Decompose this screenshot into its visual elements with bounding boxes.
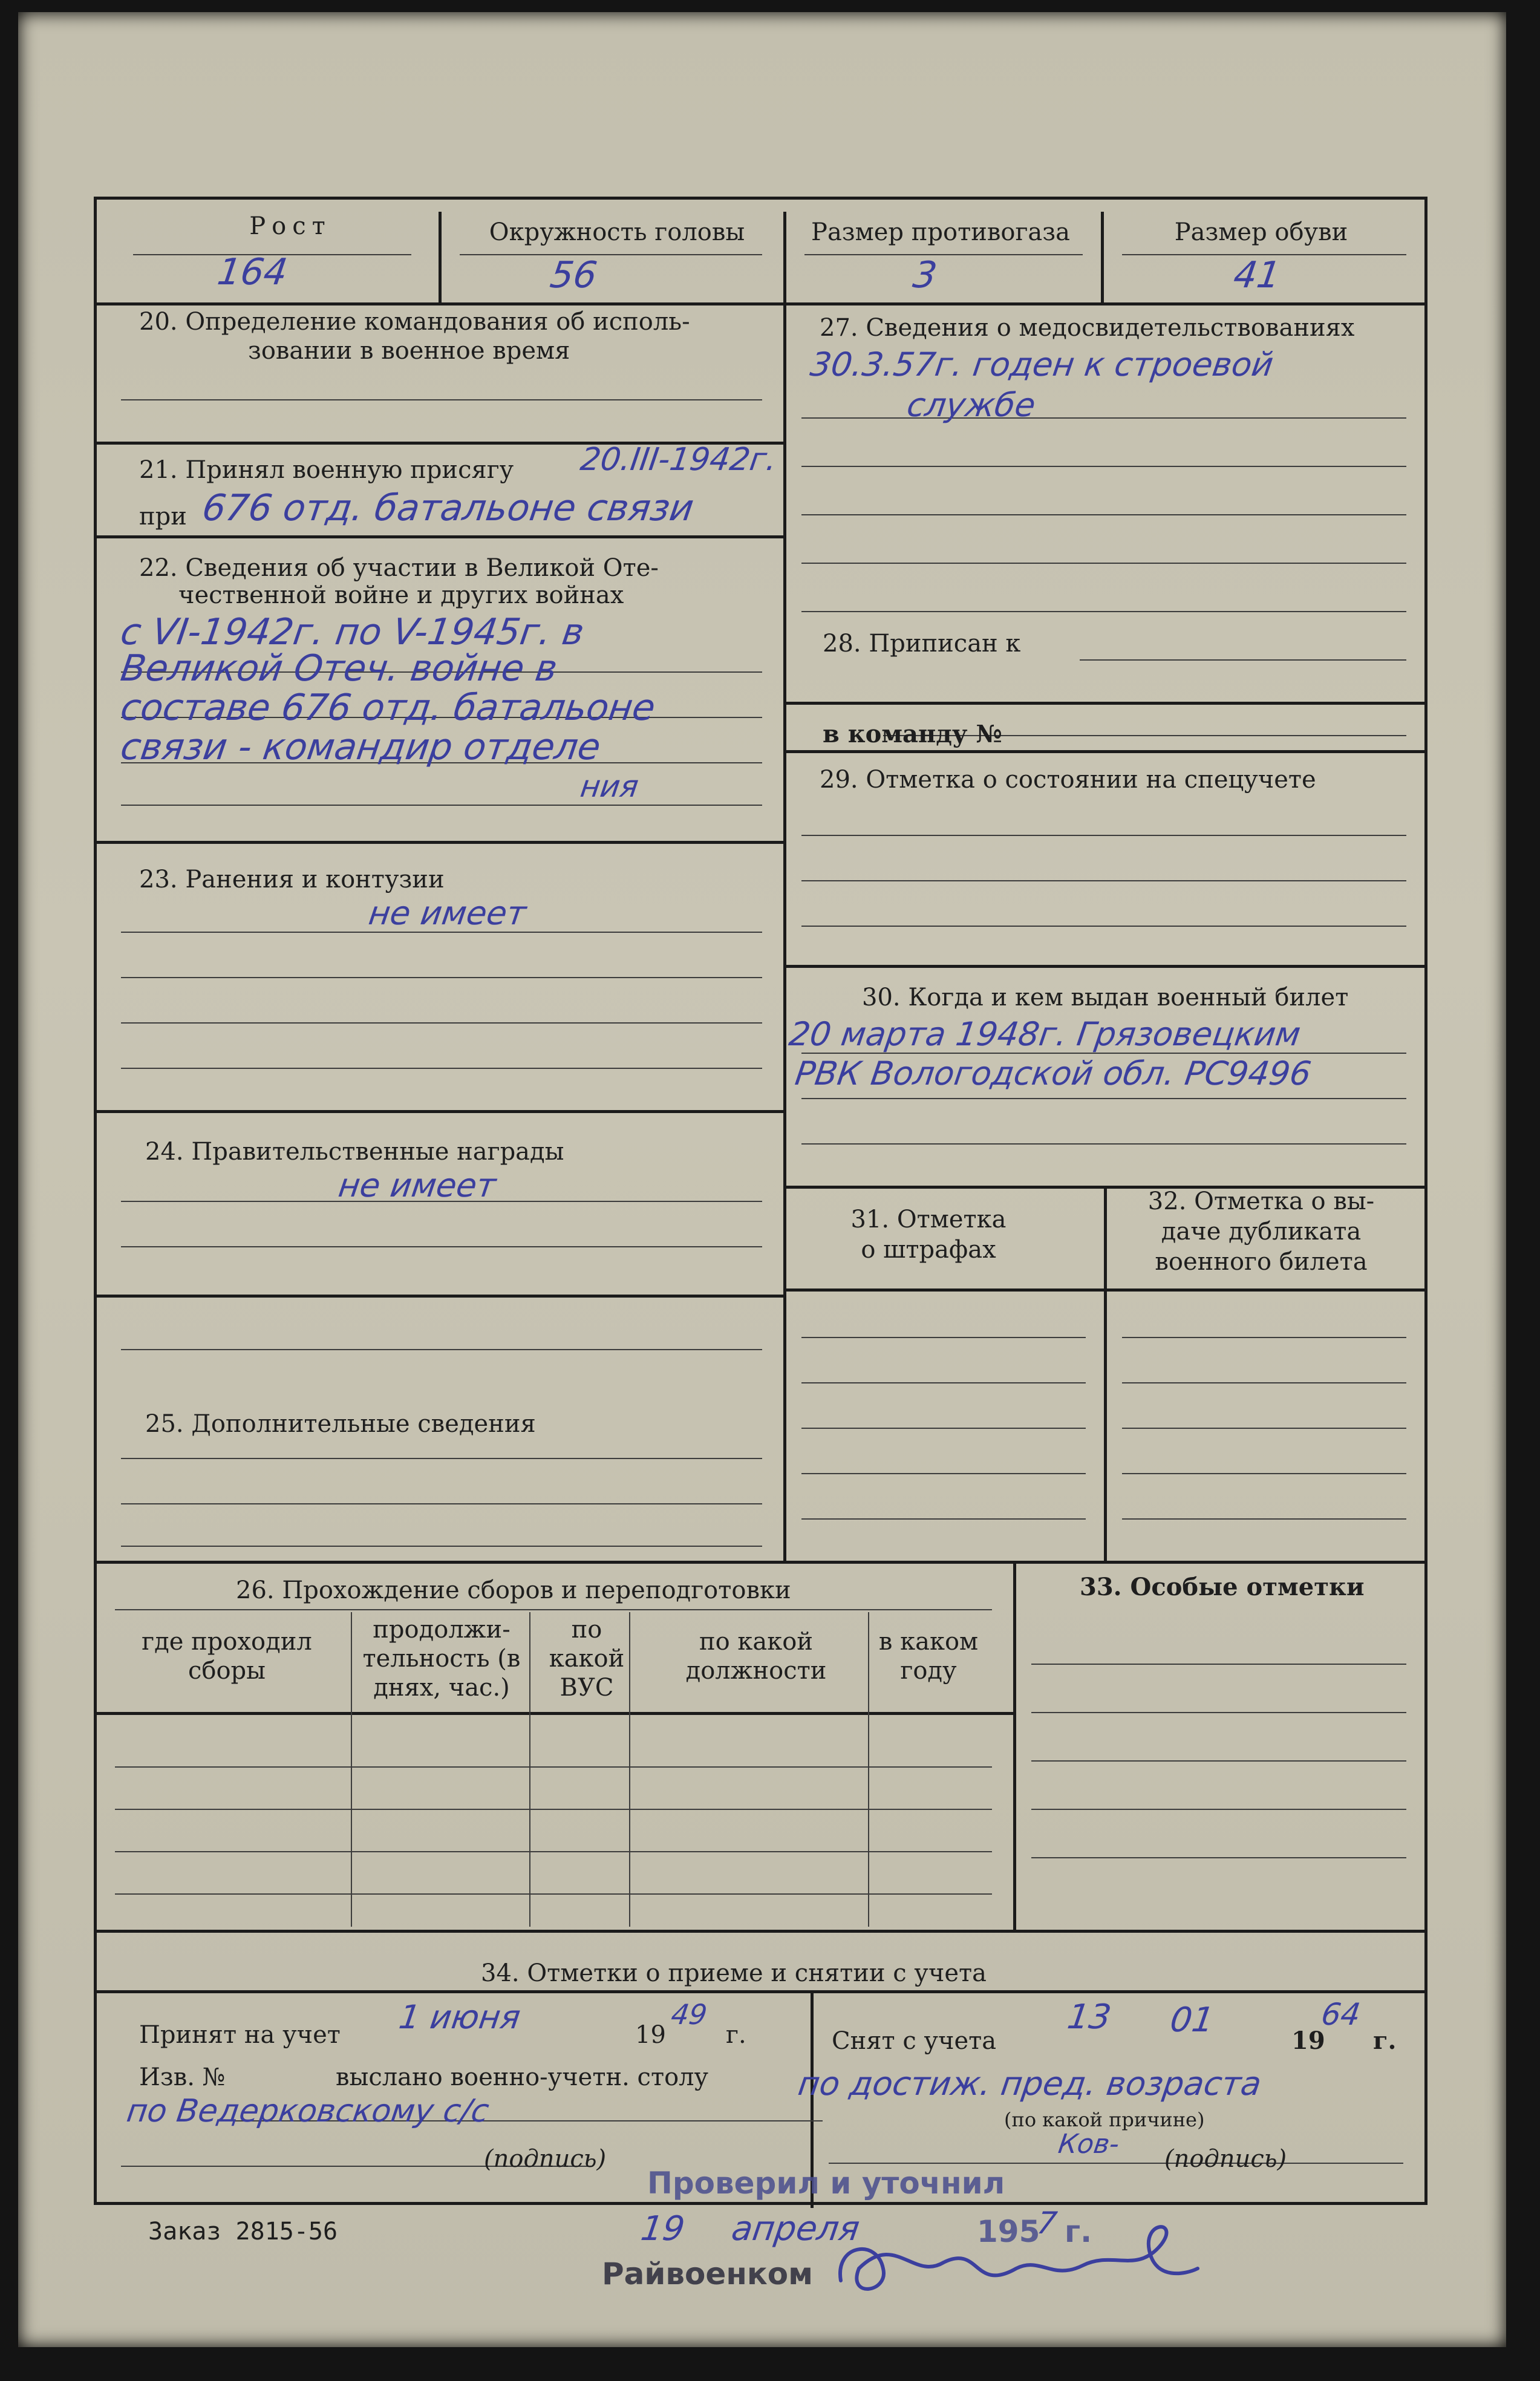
stamp-g: г.	[1065, 2214, 1092, 2249]
accepted-year: 49	[669, 1998, 710, 2031]
sign-label-right: (подпись)	[1164, 2145, 1287, 2173]
sent-to: по Ведерковскому с/с	[124, 2093, 492, 2129]
s28-label: 28. Приписан к	[823, 630, 1021, 658]
sign-label-left: (подпись)	[484, 2145, 607, 2173]
head-value: 56	[547, 254, 600, 296]
oath-date: 20.III-1942г.	[578, 442, 779, 478]
stamp-month: апреля	[729, 2209, 863, 2249]
removed-day: 13	[1065, 1997, 1114, 2037]
war-hw-4: связи - командир отделе	[118, 726, 604, 768]
order-number: Заказ 2815-56	[148, 2218, 338, 2245]
s32-label-line2: даче дубликата	[1161, 1218, 1362, 1246]
head-label: Окружность головы	[489, 218, 745, 246]
accepted-day: 1 июня	[396, 1998, 523, 2036]
s24-label: 24. Правительственные награды	[145, 1138, 564, 1166]
removed-year: 64	[1319, 1997, 1363, 2032]
shoe-label: Размер обуви	[1174, 218, 1348, 246]
oath-unit: 676 отд. батальоне связи	[200, 487, 697, 529]
s26-col-vus: по какой ВУС	[549, 1616, 625, 1702]
s31-label-line2: о штрафах	[861, 1236, 996, 1264]
s22-label-line2: чественной войне и других войнах	[178, 581, 624, 609]
s28-team-label: в команду №	[823, 720, 1002, 748]
war-hw-3: составе 676 отд. батальоне	[118, 687, 658, 729]
s32-label-line3: военного билета	[1155, 1248, 1368, 1276]
s30-label: 30. Когда и кем выдан военный билет	[862, 984, 1349, 1011]
s29-label: 29. Отметка о состоянии на спецучете	[820, 766, 1316, 794]
removed-year-prefix: 19	[1291, 2027, 1325, 2055]
removed-g: г.	[1373, 2027, 1397, 2055]
s20-label-line2: зовании в военное время	[248, 337, 570, 365]
stamp-line1: Проверил и уточнил	[647, 2166, 1005, 2201]
sent-label: выслано военно-учетн. столу	[336, 2063, 709, 2091]
s26-col-year: в каком году	[878, 1628, 979, 1685]
s26-col-place: где проходил сборы	[142, 1628, 312, 1685]
s33-label: 33. Особые отметки	[1080, 1573, 1365, 1601]
s26-col-position: по какой должности	[685, 1628, 827, 1685]
removal-reason: по достиж. пред. возраста	[795, 2065, 1264, 2103]
s23-label: 23. Ранения и контузии	[139, 866, 445, 893]
removed-month: 01	[1167, 2000, 1216, 2040]
s20-label-line1: 20. Определение командования об исполь-	[139, 308, 690, 336]
stamp-year: 7	[1034, 2206, 1059, 2241]
s25-label: 25. Дополнительные сведения	[145, 1410, 536, 1438]
war-hw-5: ния	[578, 769, 641, 804]
reason-label: (по какой причине)	[1004, 2108, 1205, 2131]
stamp-day: 19	[638, 2209, 687, 2249]
gasmask-value: 3	[910, 254, 940, 296]
height-value: 164	[215, 251, 290, 293]
ticket-hw-2: РВК Вологодской обл. РС9496	[792, 1054, 1314, 1093]
s31-label-line1: 31. Отметка	[850, 1206, 1007, 1233]
s26-col-duration: продолжи- тельность (в днях, час.)	[362, 1616, 521, 1702]
s21-pri: при	[139, 503, 187, 531]
awards-value: не имеет	[336, 1166, 498, 1204]
s32-label-line1: 32. Отметка о вы-	[1147, 1187, 1375, 1215]
removed-label: Снят с учета	[832, 2027, 997, 2055]
s26-title: 26. Прохождение сборов и переподготовки	[236, 1576, 791, 1604]
stamp-line3: Райвоенком	[602, 2256, 814, 2291]
s21-label: 21. Принял военную присягу	[139, 456, 514, 484]
s27-label: 27. Сведения о медосвидетельствованиях	[820, 314, 1355, 342]
accepted-g: г.	[726, 2021, 746, 2049]
s22-label-line1: 22. Сведения об участии в Великой Оте-	[139, 554, 659, 582]
ticket-hw-1: 20 марта 1948г. Грязовецким	[786, 1015, 1303, 1053]
gasmask-label: Размер противогаза	[811, 218, 1070, 246]
commissar-signature	[823, 2208, 1204, 2317]
accepted-label: Принят на учет	[139, 2021, 341, 2049]
war-hw-2: Великой Отеч. войне в	[118, 647, 560, 690]
s34-title: 34. Отметки о приеме и снятии с учета	[481, 1959, 987, 1987]
war-hw-1: с VI-1942г. по V-1945г. в	[118, 611, 587, 653]
accepted-year-prefix: 19	[635, 2021, 666, 2049]
wounds-value: не имеет	[366, 894, 529, 932]
removal-signature: Ков-	[1056, 2129, 1121, 2160]
izv-label: Изв. №	[139, 2063, 226, 2091]
height-label: Рост	[249, 212, 331, 240]
medical-hw-1: 30.3.57г. годен к строевой	[808, 345, 1276, 384]
medical-hw-2: службе	[904, 386, 1038, 424]
shoe-value: 41	[1231, 254, 1284, 296]
stamp-year-prefix: 195	[977, 2214, 1040, 2249]
